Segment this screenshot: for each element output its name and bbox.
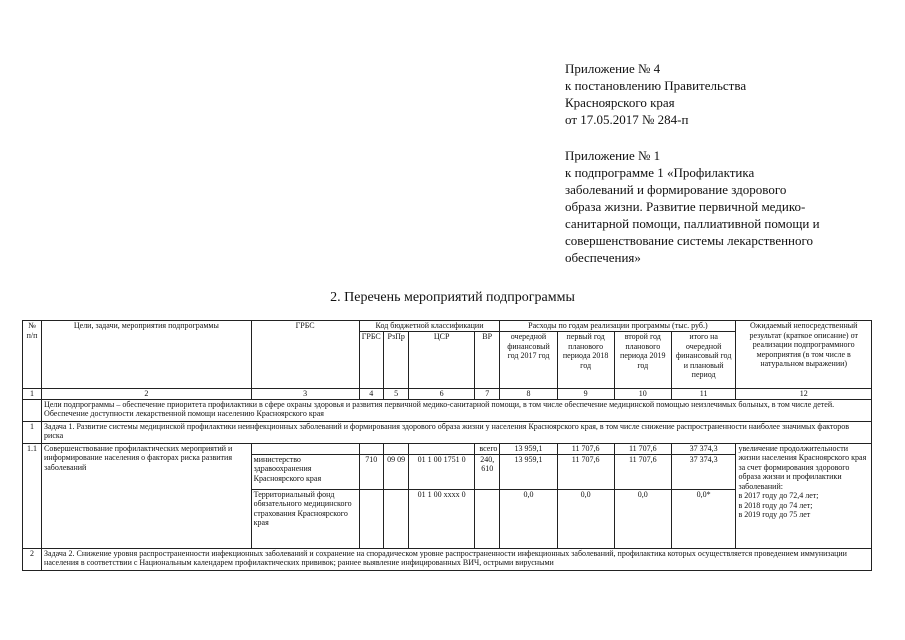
appendix-4-line: от 17.05.2017 № 284-п	[565, 112, 689, 127]
column-number: 7	[474, 389, 499, 400]
fund-total: 0,0*	[671, 489, 736, 548]
appendix-1-line: образа жизни. Развитие первичной медико-	[565, 199, 806, 214]
appendix-1-header	[565, 147, 820, 266]
goal-text: Цели подпрограммы – обеспечение приоритета профилактики в сфере охраны здоровья и развития первичной медико-санитарной помощи, в том числе обеспечение медицинской помощью неизлечимых больных, в том числе детей. Обеспечение доступности лекарственной помощи населению Красноярского края	[42, 399, 872, 421]
grbs-ministry-csr: 01 1 00 1751 0	[409, 454, 475, 489]
empty-cell	[383, 443, 408, 454]
ministry-2019: 11 707,6	[614, 454, 671, 489]
activity-1-1-number: 1.1	[23, 443, 42, 548]
subheader-vr: ВР	[474, 332, 499, 389]
header-budget-code: Код бюджетной классификации	[359, 321, 500, 332]
column-number: 10	[614, 389, 671, 400]
empty-cell	[383, 489, 408, 548]
ministry-total: 37 374,3	[671, 454, 736, 489]
expected-result	[736, 443, 872, 548]
empty-cell	[23, 399, 42, 421]
subheader-2017: очередной финансовый год 2017 год	[500, 332, 557, 389]
header-goals: Цели, задачи, мероприятия подпрограммы	[42, 321, 252, 389]
fund-2018: 0,0	[557, 489, 614, 548]
appendix-1-line: обеспечения»	[565, 250, 641, 265]
total-sum: 37 374,3	[671, 443, 736, 454]
column-number: 11	[671, 389, 736, 400]
appendix-1-line: санитарной помощи, паллиативной помощи и	[565, 216, 820, 231]
appendix-4-line: к постановлению Правительства	[565, 78, 747, 93]
column-number: 2	[42, 389, 252, 400]
empty-cell	[474, 489, 499, 548]
appendix-4-header	[565, 60, 746, 128]
column-number: 8	[500, 389, 557, 400]
column-number: 9	[557, 389, 614, 400]
subheader-csr: ЦСР	[409, 332, 475, 389]
grbs-fund-name: Территориальный фонд обязательного медицинского страхования Красноярского края	[251, 489, 359, 548]
column-number: 3	[251, 389, 359, 400]
appendix-1-line: Приложение № 1	[565, 148, 661, 163]
task-2-text: Задача 2. Снижение уровня распространенности инфекционных заболеваний и сохранение на спорадическом уровне распространенности инфекционных заболеваний, профилактика которых осуществляется проведением иммунизации населения в соответствии с Национальным календарем профилактических прививок; раннее выявление инфицированных ВИЧ, острыми вирусными	[42, 548, 872, 570]
grbs-ministry-name: министерство здравоохранения Красноярского края	[251, 454, 359, 489]
header-number: № п/п	[23, 321, 42, 389]
empty-cell	[409, 443, 475, 454]
ministry-2017: 13 959,1	[500, 454, 557, 489]
result-line: в 2019 году до 75 лет	[738, 510, 811, 519]
task-1-number: 1	[23, 421, 42, 443]
empty-cell	[359, 443, 383, 454]
appendix-4-line: Красноярского края	[565, 95, 675, 110]
subheader-2018: первый год планового периода 2018 год	[557, 332, 614, 389]
result-line: увеличение продолжительности жизни населения Красноярского края за счет формирования здорового образа жизни и профилактики заболеваний:	[738, 443, 867, 491]
ministry-2018: 11 707,6	[557, 454, 614, 489]
empty-cell	[251, 443, 359, 454]
subheader-grbs: ГРБС	[359, 332, 383, 389]
empty-cell	[359, 489, 383, 548]
header-grbs: ГРБС	[251, 321, 359, 389]
task-1-text: Задача 1. Развитие системы медицинской профилактики неинфекционных заболеваний и формирования здорового образа жизни у населения Красноярского края, в том числе снижение распространенности наиболее значимых факторов риска	[42, 421, 872, 443]
result-line: в 2018 году до 74 лет;	[738, 500, 813, 510]
grbs-ministry-rzpr: 09 09	[383, 454, 408, 489]
appendix-1-line: заболеваний и формирование здорового	[565, 182, 787, 197]
total-2019: 11 707,6	[614, 443, 671, 454]
appendix-1-line: совершенствование системы лекарственного	[565, 233, 814, 248]
subheader-rzpr: РзПр	[383, 332, 408, 389]
total-2017: 13 959,1	[500, 443, 557, 454]
subheader-2019: второй год планового периода 2019 год	[614, 332, 671, 389]
section-title: 2. Перечень мероприятий подпрограммы	[330, 290, 575, 305]
total-label: всего	[474, 443, 499, 454]
grbs-ministry-code: 710	[359, 454, 383, 489]
appendix-4-line: Приложение № 4	[565, 61, 661, 76]
activities-table	[22, 320, 872, 571]
total-2018: 11 707,6	[557, 443, 614, 454]
fund-2019: 0,0	[614, 489, 671, 548]
header-expenses: Расходы по годам реализации программы (тыс. руб.)	[500, 321, 736, 332]
task-2-number: 2	[23, 548, 42, 570]
appendix-1-line: к подпрограмме 1 «Профилактика	[565, 165, 755, 180]
column-number: 6	[409, 389, 475, 400]
subheader-total: итого на очередной финансовый год и плановый период	[671, 332, 736, 389]
column-number: 1	[23, 389, 42, 400]
result-line: в 2017 году до 72,4 лет;	[738, 491, 819, 500]
grbs-ministry-vr: 240, 610	[474, 454, 499, 489]
fund-2017: 0,0	[500, 489, 557, 548]
column-number: 4	[359, 389, 383, 400]
grbs-fund-csr: 01 1 00 xxxx 0	[409, 489, 475, 548]
header-expected-result: Ожидаемый непосредственный результат (краткое описание) от реализации подпрограммного мероприятия (в том числе в натуральном выражении)	[736, 321, 872, 389]
column-number: 5	[383, 389, 408, 400]
column-number: 12	[736, 389, 872, 400]
activity-1-1-name: Совершенствование профилактических мероприятий и информирование населения о факторах риска развития заболеваний	[42, 443, 252, 548]
